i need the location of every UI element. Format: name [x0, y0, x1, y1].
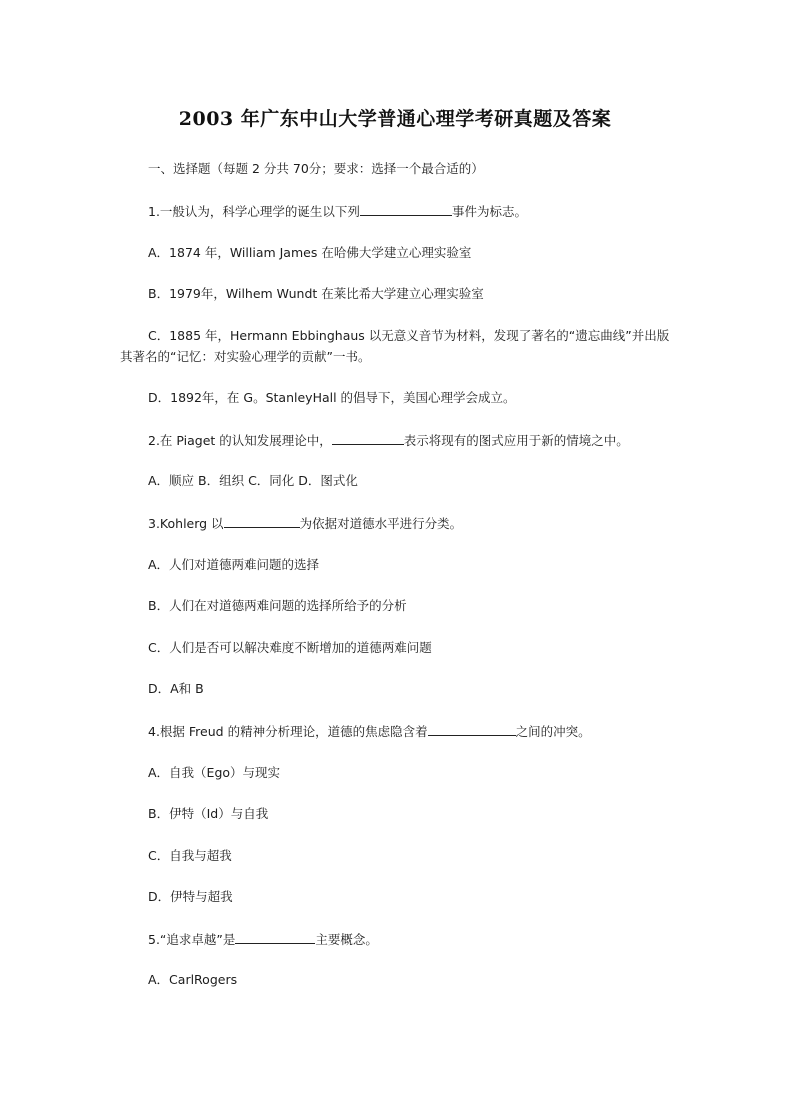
answer-blank — [235, 930, 315, 944]
question-1-option-d: D．1892年，在 G。StanleyHall 的倡导下，美国心理学会成立。 — [148, 390, 516, 405]
question-stem-text: 主要概念。 — [315, 932, 378, 947]
question-1-stem — [148, 202, 527, 221]
answer-blank — [224, 514, 300, 528]
answer-blank — [360, 202, 452, 216]
question-3-option-b: B．人们在对道德两难问题的选择所给予的分析 — [148, 598, 407, 613]
question-4-option-a: A．自我（Ego）与现实 — [148, 765, 281, 780]
section-heading: 一、选择题（每题 2 分共 70分；要求：选择一个最合适的） — [148, 161, 484, 176]
question-stem-text: 3.Kohlerg 以 — [148, 516, 224, 531]
question-3-option-c: C．人们是否可以解决难度不断增加的道德两难问题 — [148, 640, 432, 655]
question-1-option-c: C．1885 年，Hermann Ebbinghaus 以无意义音节为材料，发现了著名的“遗忘曲线”并出版其著名的“记忆：对实验心理学的贡献”一书。 — [120, 328, 670, 364]
question-stem-text: 之间的冲突。 — [515, 724, 591, 739]
question-3-stem — [148, 514, 462, 533]
question-stem-text: 1.一般认为，科学心理学的诞生以下列 — [148, 204, 360, 219]
question-4-stem — [148, 722, 591, 741]
question-4-option-b: B．伊特（Id）与自我 — [148, 806, 269, 821]
question-stem-text: 表示将现有的图式应用于新的情境之中。 — [403, 433, 629, 448]
question-stem-text: 5.“追求卓越”是 — [148, 932, 236, 947]
question-1-option-a: A．1874 年，William James 在哈佛大学建立心理实验室 — [148, 245, 472, 260]
question-1-option-b: B．1979年，Wilhem Wundt 在莱比希大学建立心理实验室 — [148, 286, 484, 301]
question-5-option-a: A．CarlRogers — [148, 972, 238, 987]
question-3-option-a: A．人们对道德两难问题的选择 — [148, 557, 320, 572]
answer-blank — [428, 722, 516, 736]
question-5-stem — [148, 930, 378, 949]
question-stem-text: 为依据对道德水平进行分类。 — [299, 516, 463, 531]
answer-blank — [332, 431, 404, 445]
question-4-option-c: C．自我与超我 — [148, 848, 232, 863]
question-stem-text: 2.在 Piaget 的认知发展理论中， — [148, 433, 332, 448]
question-2-options: A．顺应 B．组织 C．同化 D．图式化 — [148, 473, 358, 488]
question-stem-text: 事件为标志。 — [451, 204, 527, 219]
question-4-option-d: D．伊特与超我 — [148, 889, 233, 904]
question-2-stem — [148, 431, 629, 450]
document-title: 2003 年广东中山大学普通心理学考研真题及答案 — [178, 108, 612, 130]
question-3-option-d: D．A和 B — [148, 681, 204, 696]
question-stem-text: 4.根据 Freud 的精神分析理论，道德的焦虑隐含着 — [148, 724, 428, 739]
